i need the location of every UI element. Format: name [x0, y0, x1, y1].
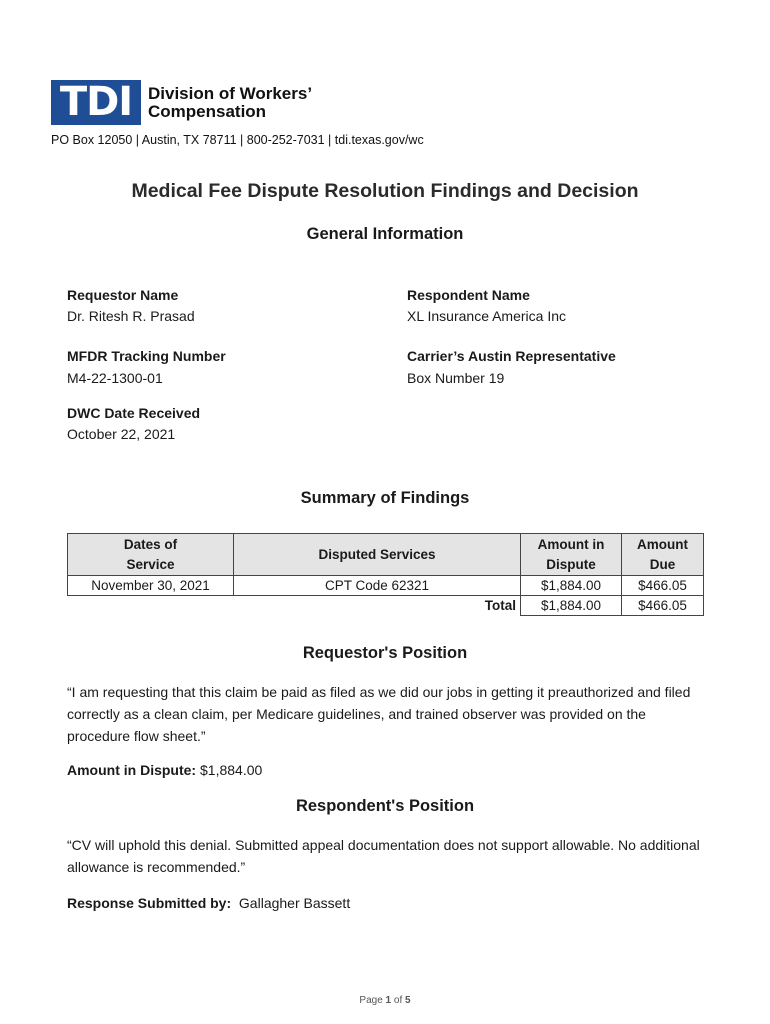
table-total-row — [68, 596, 704, 616]
col-dates-line-1: Dates of — [123, 536, 178, 552]
amount-in-dispute-value: $1,884.00 — [200, 762, 263, 778]
division-line-1: Division of Workers’ — [148, 84, 313, 103]
table-header-row — [68, 534, 704, 576]
respondent-position-quote: “CV will uphold this denial. Submitted appeal documentation does not support allowable. No additional allowance is recommended.” — [67, 837, 700, 875]
col-due-line-1: Amount — [637, 536, 688, 552]
respondent-name-value: XL Insurance America Inc — [407, 308, 567, 324]
col-dates-line-2: Service — [126, 556, 175, 572]
col-dispute-header — [521, 534, 622, 576]
col-dispute-line-2: Dispute — [546, 556, 596, 572]
requestor-name-label: Requestor Name — [67, 287, 179, 303]
tracking-number-label: MFDR Tracking Number — [67, 348, 226, 364]
row-date: November 30, 2021 — [68, 576, 234, 596]
carrier-representative-label: Carrier’s Austin Representative — [407, 348, 616, 364]
amount-in-dispute-line — [67, 759, 707, 781]
total-due-amount: $466.05 — [622, 596, 704, 616]
date-received-label: DWC Date Received — [67, 405, 201, 421]
page-total: 5 — [405, 995, 411, 1006]
contact-address: PO Box 12050 | Austin, TX 78711 | 800-252-7031 | tdi.texas.gov/wc — [51, 133, 424, 147]
tdi-logo: TDI — [51, 80, 141, 125]
col-due-line-2: Due — [649, 556, 676, 572]
requestor-position-quote: “I am requesting that this claim be paid as filed as we did our jobs in getting it preauthorized and filed correctly as a clean claim, per Medicare guidelines, and trained observer was provided on the procedure flow sheet.” — [67, 684, 691, 744]
summary-heading: Summary of Findings — [300, 489, 470, 507]
total-blank-cell — [68, 596, 234, 616]
respondent-name-label: Respondent Name — [407, 287, 530, 303]
requestor-name-value: Dr. Ritesh R. Prasad — [67, 308, 195, 324]
col-dates-header — [68, 534, 234, 576]
col-dispute-line-1: Amount in — [537, 536, 605, 552]
page-prefix: Page — [359, 995, 383, 1006]
page-of: of — [393, 995, 403, 1006]
requestor-position-heading: Requestor's Position — [302, 644, 468, 662]
division-line-2: Compensation — [148, 102, 267, 121]
respondent-position-heading: Respondent's Position — [295, 797, 475, 815]
response-submitted-label: Response Submitted by: — [67, 895, 232, 911]
page-current: 1 — [385, 995, 392, 1006]
col-services-header: Disputed Services — [234, 534, 521, 576]
amount-in-dispute-label: Amount in Dispute: — [67, 762, 197, 778]
total-dispute-amount: $1,884.00 — [521, 596, 622, 616]
findings-table — [67, 533, 704, 616]
row-service: CPT Code 62321 — [234, 576, 521, 596]
table-row — [68, 576, 704, 596]
response-submitted-value: Gallagher Bassett — [238, 895, 351, 911]
page-number — [0, 995, 770, 1006]
division-name — [148, 85, 312, 121]
row-due-amount: $466.05 — [622, 576, 704, 596]
total-label: Total — [234, 596, 521, 616]
date-received-value: October 22, 2021 — [67, 426, 176, 442]
document-title: Medical Fee Dispute Resolution Findings and Decision — [131, 180, 639, 202]
col-due-header — [622, 534, 704, 576]
row-dispute-amount: $1,884.00 — [521, 576, 622, 596]
response-submitted-line — [67, 892, 707, 914]
tracking-number-value: M4-22-1300-01 — [67, 370, 163, 386]
carrier-representative-value: Box Number 19 — [407, 370, 505, 386]
general-information-heading: General Information — [306, 225, 464, 243]
